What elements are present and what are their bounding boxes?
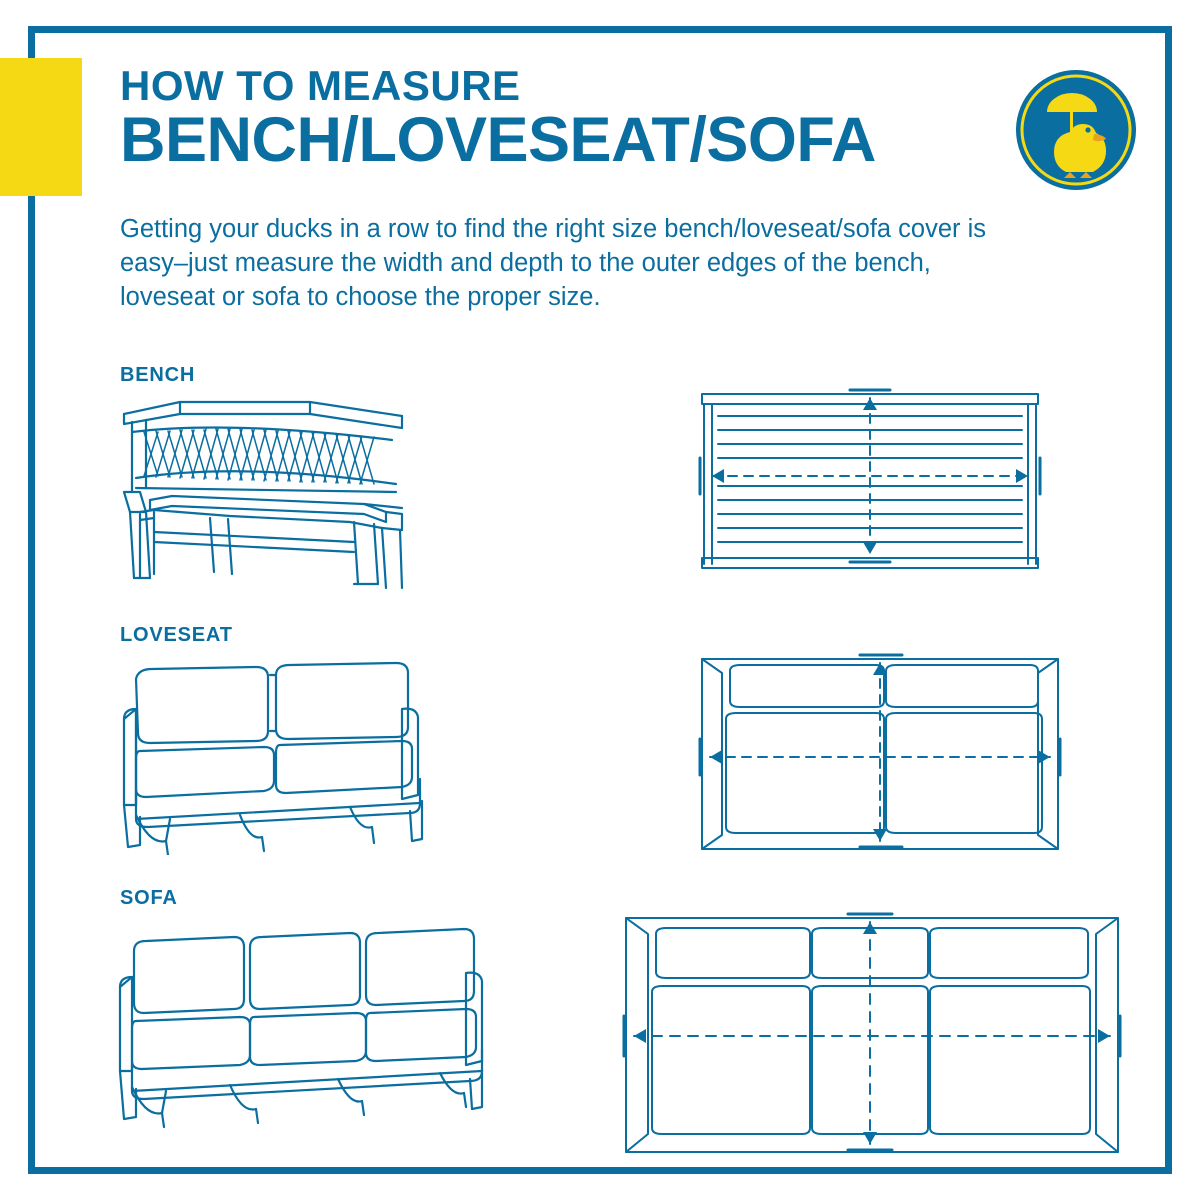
bench-top-view-with-measure-arrows	[690, 382, 1050, 582]
accent-yellow-block	[0, 58, 82, 196]
loveseat-top-view-with-measure-arrows	[690, 645, 1070, 865]
border-rule-left	[28, 26, 35, 1174]
section-label-bench: BENCH	[120, 364, 196, 386]
section-label-sofa: SOFA	[120, 887, 178, 909]
page-header	[120, 62, 950, 176]
sofa-perspective-illustration	[110, 915, 490, 1135]
intro-paragraph: Getting your ducks in a row to find the right size bench/loveseat/sofa cover is easy–just measure the width and depth to the outer edges of the bench, loveseat or sofa to choose the proper size.	[120, 215, 987, 312]
border-rule-top	[28, 26, 1172, 33]
sofa-top-view-with-measure-arrows	[612, 900, 1132, 1170]
duck-with-umbrella-logo-icon	[1014, 68, 1138, 192]
loveseat-perspective-illustration	[110, 655, 440, 855]
border-rule-right	[1165, 26, 1172, 1174]
page-title-secondary: BENCH/LOVESEAT/SOFA	[120, 105, 876, 176]
page-title-primary: HOW TO MEASURE	[120, 62, 521, 109]
bench-perspective-illustration	[110, 392, 430, 592]
section-label-loveseat: LOVESEAT	[120, 624, 233, 646]
